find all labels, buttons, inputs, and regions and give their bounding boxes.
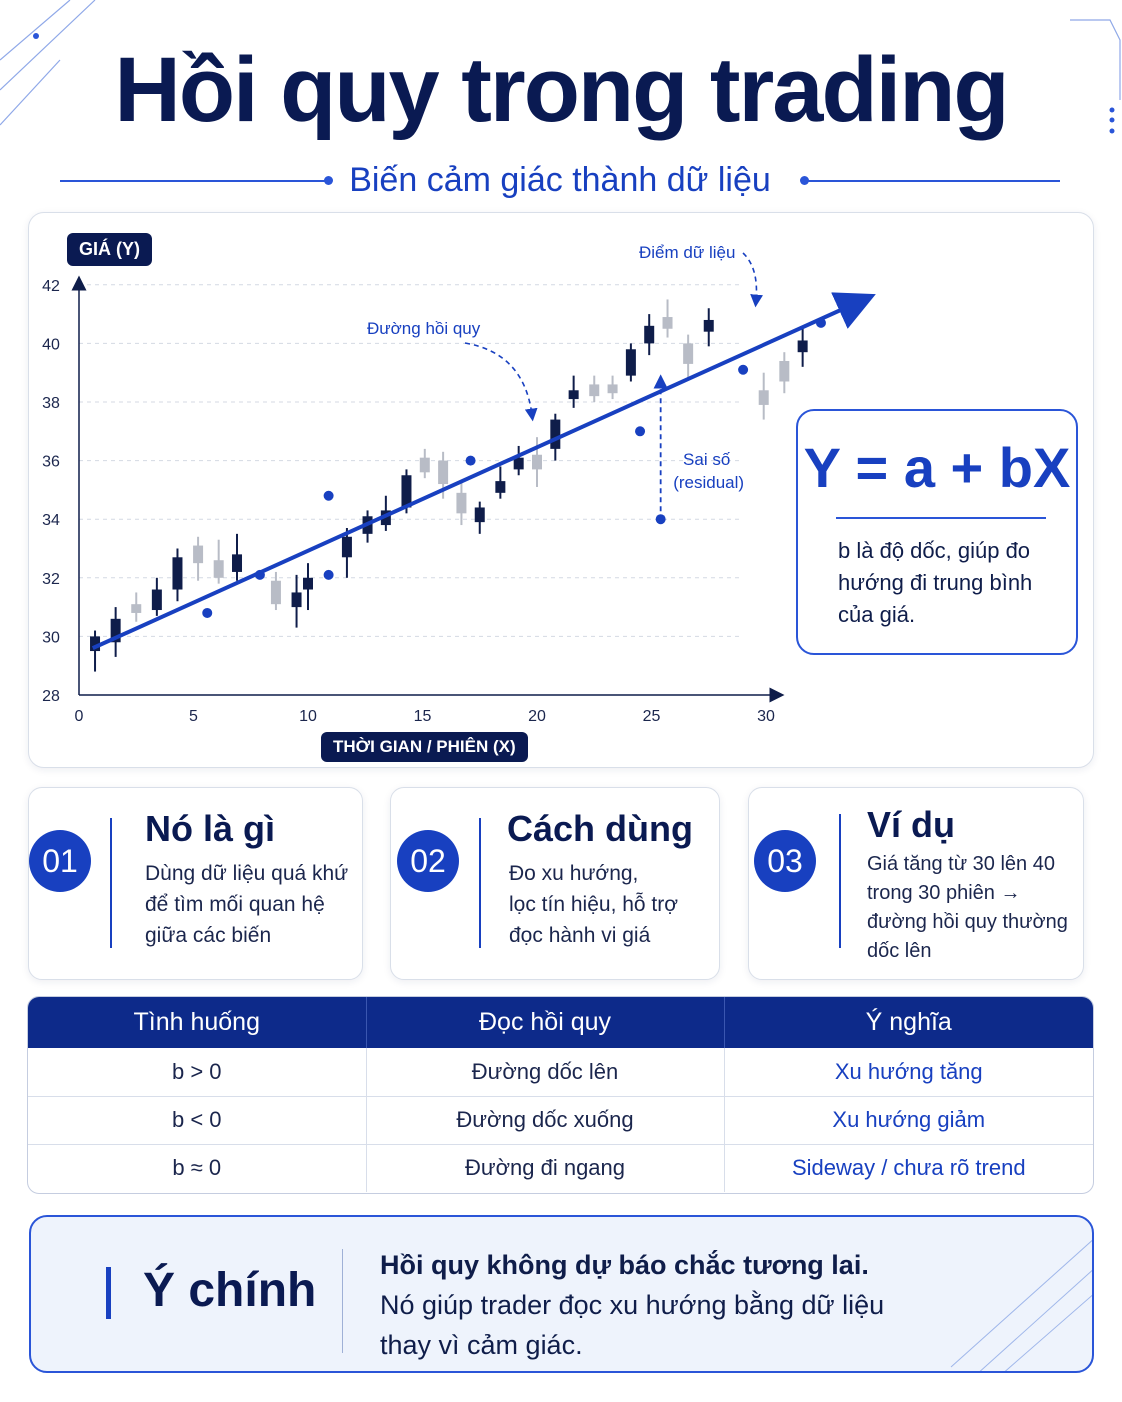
x-tick-label: 20: [528, 708, 546, 725]
table-cell: Đường dốc lên: [366, 1048, 724, 1096]
data-point: [656, 514, 666, 524]
candle-body: [271, 581, 281, 604]
info-card-1: [28, 787, 363, 980]
interpretation-table: [27, 996, 1094, 1194]
table-cell: b < 0: [28, 1096, 366, 1144]
data-point: [324, 491, 334, 501]
data-point: [466, 456, 476, 466]
table-header: Tình huống: [28, 997, 366, 1048]
data-point: [816, 318, 826, 328]
summary-divider: [342, 1249, 343, 1353]
data-point-label: Điểm dữ liệu: [639, 243, 736, 262]
table-header: Ý nghĩa: [724, 997, 1093, 1048]
summary-title: Ý chính: [143, 1264, 317, 1317]
candle-body: [172, 557, 182, 589]
residual-label: (residual): [673, 473, 745, 492]
candle-body: [456, 493, 466, 514]
candle-body: [214, 560, 224, 578]
y-tick-label: 42: [42, 277, 60, 295]
chart-card: [28, 212, 1094, 768]
candle-body: [292, 592, 302, 607]
candle-body: [683, 343, 693, 364]
page-subtitle: Biến cảm giác thành dữ liệu: [349, 161, 771, 199]
table-cell: Sideway / chưa rõ trend: [791, 1155, 1026, 1181]
data-point: [738, 365, 748, 375]
card-divider: [839, 814, 841, 948]
info-card-2: [390, 787, 720, 980]
candle-body: [303, 578, 313, 590]
subtitle-line-right: [808, 180, 1060, 182]
data-point: [635, 426, 645, 436]
card-title: Ví dụ: [867, 804, 955, 845]
summary-text: [380, 1245, 940, 1365]
y-axis-label: GIÁ (Y): [67, 233, 152, 266]
candle-body: [779, 361, 789, 382]
formula-text: Y = a + bX: [803, 436, 1071, 499]
card-title: Nó là gì: [145, 808, 276, 849]
summary-line-2: Nó giúp trader đọc xu hướng bằng dữ liệu thay vì cảm giác.: [380, 1290, 885, 1360]
y-tick-label: 28: [42, 688, 60, 705]
candle-body: [759, 390, 769, 405]
residual-label: Sai số: [683, 450, 731, 469]
candle-body: [569, 390, 579, 399]
table-cell: Xu hướng giảm: [724, 1096, 1093, 1144]
candle-body: [589, 384, 599, 396]
candle-body: [193, 546, 203, 564]
card-line: giữa các biến: [145, 924, 272, 947]
card-line: để tìm mối quan hệ: [145, 893, 325, 916]
card-body: [509, 858, 678, 951]
data-point: [324, 570, 334, 580]
y-tick-label: 38: [42, 395, 60, 412]
x-tick-label: 0: [74, 708, 84, 725]
y-tick-label: 32: [42, 570, 60, 588]
card-line: trong 30 phiên →: [867, 882, 1021, 904]
card-number: 01: [29, 830, 91, 892]
card-line: dốc lên: [867, 940, 932, 962]
table-row: [28, 1096, 1093, 1144]
candle-body: [798, 340, 808, 352]
candle-body: [152, 590, 162, 611]
summary-decoration: [931, 1217, 1094, 1373]
table-cell: Đường đi ngang: [366, 1144, 724, 1192]
candle-body: [420, 458, 430, 473]
y-tick-label: 34: [42, 512, 60, 530]
x-tick-label: 5: [189, 708, 198, 725]
table-cell: b > 0: [28, 1048, 366, 1096]
regression-label-arrow: [465, 343, 532, 415]
y-tick-label: 30: [42, 629, 60, 647]
candle-body: [514, 458, 524, 470]
y-tick-label: 36: [42, 453, 60, 471]
card-title: Cách dùng: [507, 808, 693, 849]
table-cell: b ≈ 0: [28, 1144, 366, 1192]
card-number: 03: [754, 830, 816, 892]
summary-accent-bar: [106, 1267, 111, 1319]
candle-body: [550, 420, 560, 449]
x-tick-label: 30: [757, 708, 775, 725]
y-tick-label: 40: [42, 336, 60, 354]
x-tick-label: 15: [413, 708, 432, 725]
card-line: đường hồi quy thường: [867, 911, 1068, 933]
info-card-3: [748, 787, 1084, 980]
candle-body: [131, 604, 141, 613]
card-line: Dùng dữ liệu quá khứ: [145, 862, 349, 885]
table-cell: Xu hướng tăng: [724, 1048, 1093, 1096]
candle-body: [608, 384, 618, 393]
candle-body: [342, 537, 352, 558]
subtitle-row: [60, 160, 1060, 200]
x-tick-label: 10: [299, 708, 317, 725]
candle-body: [663, 317, 673, 329]
table-cell: Đường dốc xuống: [366, 1096, 724, 1144]
card-line: Đo xu hướng,: [509, 862, 639, 885]
regression-line-label: Đường hồi quy: [367, 319, 481, 338]
candle-body: [626, 349, 636, 375]
table-row: [28, 1144, 1093, 1192]
page-title: Hồi quy trong trading: [114, 39, 1008, 141]
candle-body: [438, 461, 448, 484]
card-line: Giá tăng từ 30 lên 40: [867, 853, 1055, 875]
summary-box: [29, 1215, 1094, 1373]
table-header: Đọc hồi quy: [366, 997, 724, 1048]
formula-divider: [836, 517, 1046, 519]
card-body: [867, 850, 1068, 966]
candle-body: [495, 481, 505, 493]
candle-body: [704, 320, 714, 332]
data-point: [255, 570, 265, 580]
candle-body: [475, 507, 485, 522]
summary-line-1: Hồi quy không dự báo chắc tương lai.: [380, 1250, 869, 1280]
card-body: [145, 858, 348, 951]
formula-box: [796, 409, 1078, 655]
card-line: lọc tín hiệu, hỗ trợ: [509, 893, 679, 916]
x-axis-label: THỜI GIAN / PHIÊN (X): [321, 732, 528, 762]
data-point-arrow: [743, 253, 756, 301]
card-divider: [110, 818, 112, 948]
candle-body: [644, 326, 654, 344]
candle-body: [532, 455, 542, 470]
card-line: đọc hành vi giá: [509, 924, 651, 947]
table-header-row: [28, 997, 1093, 1048]
formula-description: b là độ dốc, giúp đo hướng đi trung bình của giá.: [838, 538, 1033, 627]
card-number: 02: [397, 830, 459, 892]
candle-body: [232, 554, 242, 572]
x-tick-label: 25: [642, 708, 661, 725]
table-row: [28, 1048, 1093, 1096]
card-divider: [479, 818, 481, 948]
data-point: [202, 608, 212, 618]
